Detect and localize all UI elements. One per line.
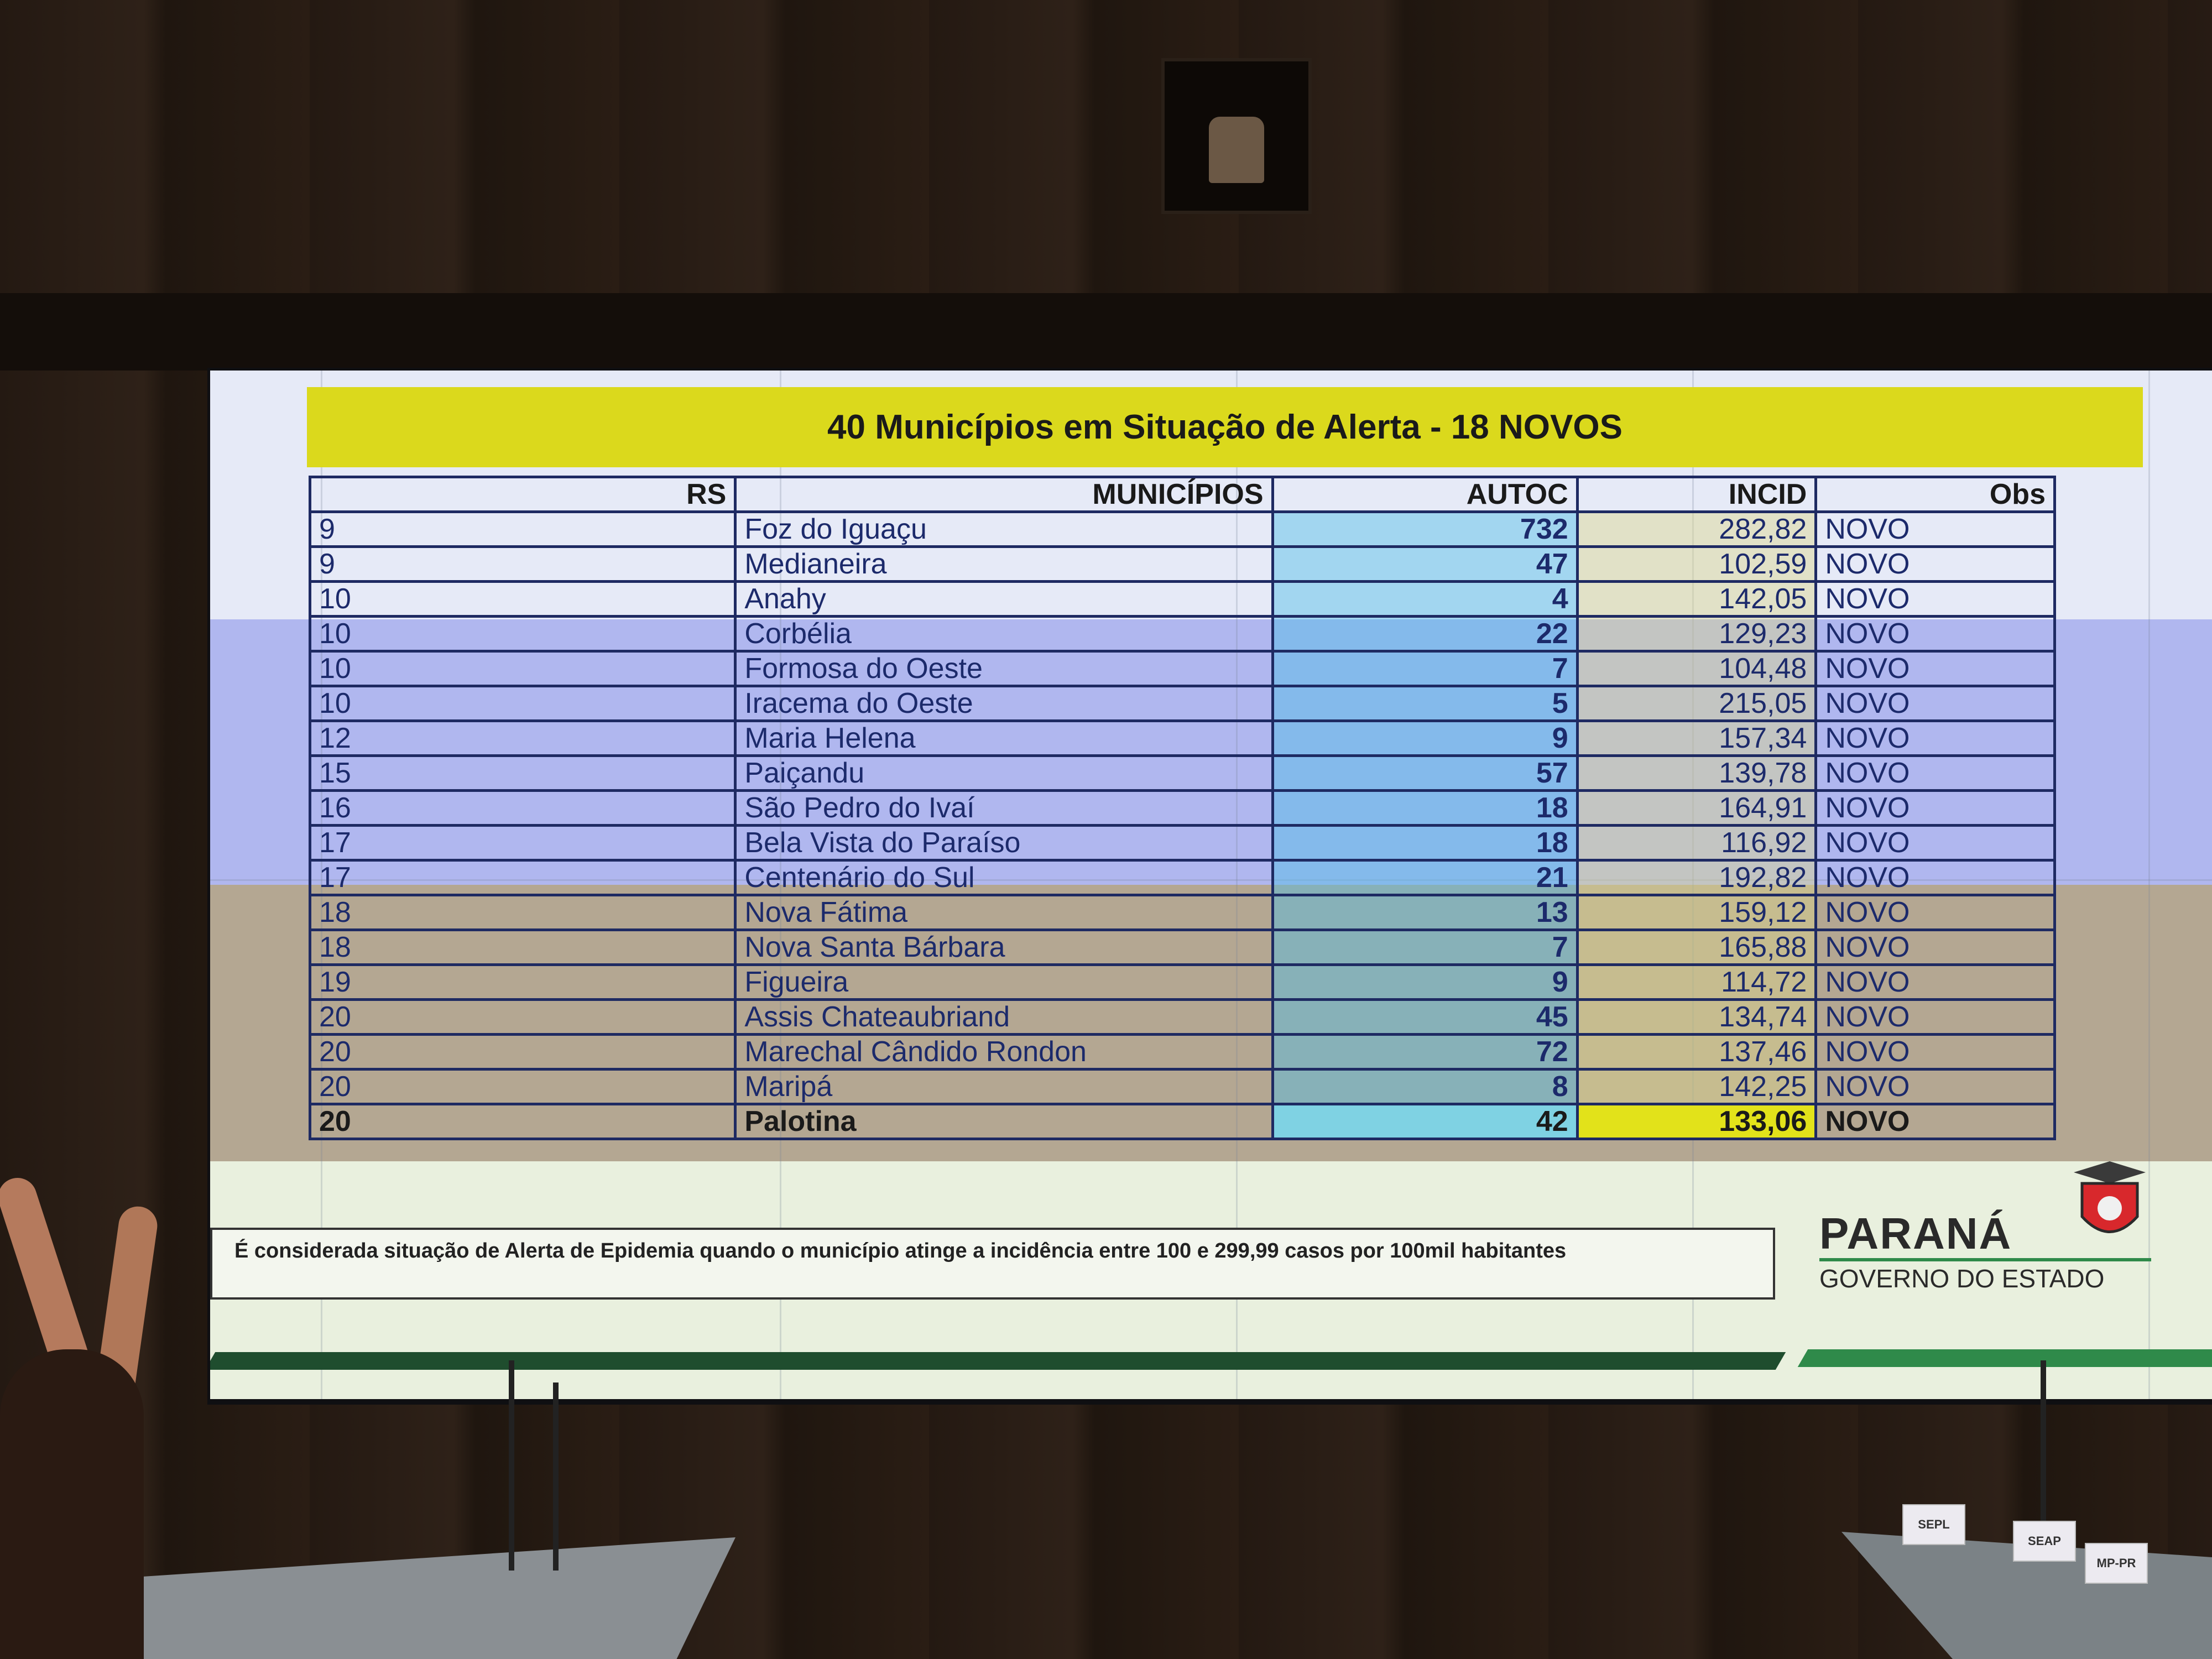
table-row [310, 686, 2055, 721]
cell-incid: 282,82 [1577, 512, 1816, 547]
cell-municipio: São Pedro do Ivaí [735, 791, 1272, 826]
table-row [310, 756, 2055, 791]
table-row [310, 965, 2055, 1000]
cell-obs: NOVO [1816, 1035, 2055, 1070]
projection-screen [210, 371, 2212, 1399]
slide-title: 40 Municípios em Situação de Alerta - 18 NOVOS [307, 387, 2143, 467]
table-row [310, 826, 2055, 860]
nameplate: SEPL [1902, 1504, 1965, 1545]
cell-autoc: 42 [1272, 1104, 1577, 1139]
cell-rs: 16 [310, 791, 735, 826]
table-row [310, 1000, 2055, 1035]
parana-logo [1819, 1156, 2162, 1294]
cell-rs: 20 [310, 1000, 735, 1035]
table-row [310, 547, 2055, 582]
cell-rs: 17 [310, 826, 735, 860]
cell-incid: 129,23 [1577, 617, 1816, 651]
cell-obs: NOVO [1816, 965, 2055, 1000]
cell-rs: 12 [310, 721, 735, 756]
wall-shadow [0, 293, 2212, 371]
cell-incid: 102,59 [1577, 547, 1816, 582]
cell-incid: 137,46 [1577, 1035, 1816, 1070]
cell-autoc: 4 [1272, 582, 1577, 617]
cell-autoc: 732 [1272, 512, 1577, 547]
header-incid: INCID [1577, 477, 1816, 512]
table-row [310, 791, 2055, 826]
cell-obs: NOVO [1816, 1104, 2055, 1139]
cell-obs: NOVO [1816, 1000, 2055, 1035]
cell-rs: 18 [310, 895, 735, 930]
table-row [310, 1104, 2055, 1139]
cell-incid: 157,34 [1577, 721, 1816, 756]
cell-autoc: 21 [1272, 860, 1577, 895]
cell-incid: 165,88 [1577, 930, 1816, 965]
cell-rs: 10 [310, 582, 735, 617]
table-header-row [310, 477, 2055, 512]
table-row [310, 582, 2055, 617]
cell-incid: 164,91 [1577, 791, 1816, 826]
cell-obs: NOVO [1816, 547, 2055, 582]
table-row [310, 895, 2055, 930]
footer-stripe [210, 1352, 1786, 1370]
header-autoc: AUTOC [1272, 477, 1577, 512]
cell-obs: NOVO [1816, 651, 2055, 686]
cell-autoc: 22 [1272, 617, 1577, 651]
cell-municipio: Medianeira [735, 547, 1272, 582]
cell-incid: 116,92 [1577, 826, 1816, 860]
cell-autoc: 9 [1272, 721, 1577, 756]
header-rs: RS [310, 477, 735, 512]
cell-rs: 20 [310, 1104, 735, 1139]
cell-municipio: Maria Helena [735, 721, 1272, 756]
cell-obs: NOVO [1816, 791, 2055, 826]
cell-autoc: 57 [1272, 756, 1577, 791]
cell-incid: 215,05 [1577, 686, 1816, 721]
cell-rs: 18 [310, 930, 735, 965]
cell-incid: 114,72 [1577, 965, 1816, 1000]
cell-rs: 9 [310, 512, 735, 547]
cell-autoc: 7 [1272, 930, 1577, 965]
table-row [310, 930, 2055, 965]
cell-incid: 142,05 [1577, 582, 1816, 617]
cell-municipio: Nova Santa Bárbara [735, 930, 1272, 965]
cell-obs: NOVO [1816, 1070, 2055, 1104]
cell-municipio: Bela Vista do Paraíso [735, 826, 1272, 860]
cell-municipio: Maripá [735, 1070, 1272, 1104]
cell-autoc: 13 [1272, 895, 1577, 930]
logo-name: PARANÁ [1819, 1209, 2012, 1258]
cell-rs: 9 [310, 547, 735, 582]
cell-incid: 192,82 [1577, 860, 1816, 895]
nameplate: SEAP [2013, 1521, 2076, 1562]
cell-municipio: Figueira [735, 965, 1272, 1000]
seated-person [0, 1349, 144, 1659]
cell-incid: 142,25 [1577, 1070, 1816, 1104]
cell-municipio: Palotina [735, 1104, 1272, 1139]
cell-obs: NOVO [1816, 756, 2055, 791]
cell-municipio: Anahy [735, 582, 1272, 617]
logo-subtitle: GOVERNO DO ESTADO [1819, 1264, 2105, 1293]
cell-obs: NOVO [1816, 826, 2055, 860]
cell-obs: NOVO [1816, 582, 2055, 617]
cell-rs: 10 [310, 617, 735, 651]
cell-municipio: Corbélia [735, 617, 1272, 651]
cell-municipio: Formosa do Oeste [735, 651, 1272, 686]
cell-municipio: Assis Chateaubriand [735, 1000, 1272, 1035]
cell-incid: 159,12 [1577, 895, 1816, 930]
cell-obs: NOVO [1816, 860, 2055, 895]
speaker-grille [1209, 117, 1264, 183]
ceiling-speaker [1161, 58, 1312, 214]
cell-obs: NOVO [1816, 930, 2055, 965]
cell-municipio: Marechal Cândido Rondon [735, 1035, 1272, 1070]
cell-municipio: Centenário do Sul [735, 860, 1272, 895]
alert-table [309, 476, 2056, 1140]
cell-rs: 20 [310, 1035, 735, 1070]
cell-rs: 15 [310, 756, 735, 791]
microphone-icon [2041, 1360, 2046, 1543]
table-body [310, 512, 2055, 1139]
cell-rs: 20 [310, 1070, 735, 1104]
cell-municipio: Iracema do Oeste [735, 686, 1272, 721]
table-row [310, 617, 2055, 651]
cell-rs: 17 [310, 860, 735, 895]
cell-obs: NOVO [1816, 721, 2055, 756]
microphone-icon [509, 1360, 514, 1571]
table-row [310, 860, 2055, 895]
header-obs: Obs [1816, 477, 2055, 512]
cell-rs: 10 [310, 686, 735, 721]
microphone-icon [553, 1383, 559, 1571]
cell-obs: NOVO [1816, 512, 2055, 547]
cell-municipio: Nova Fátima [735, 895, 1272, 930]
header-municipios: MUNICÍPIOS [735, 477, 1272, 512]
cell-autoc: 7 [1272, 651, 1577, 686]
table-row [310, 1035, 2055, 1070]
table-row [310, 651, 2055, 686]
cell-rs: 19 [310, 965, 735, 1000]
cell-autoc: 18 [1272, 826, 1577, 860]
cell-autoc: 9 [1272, 965, 1577, 1000]
cell-incid: 134,74 [1577, 1000, 1816, 1035]
cell-municipio: Foz do Iguaçu [735, 512, 1272, 547]
cell-rs: 10 [310, 651, 735, 686]
cell-incid: 139,78 [1577, 756, 1816, 791]
epidemic-definition-note: É considerada situação de Alerta de Epidemia quando o município atinge a incidência entre 100 e 299,99 casos por 100mil habitantes [210, 1228, 1775, 1300]
footer-stripe-accent [1798, 1349, 2212, 1367]
cell-autoc: 72 [1272, 1035, 1577, 1070]
table-row [310, 512, 2055, 547]
cell-obs: NOVO [1816, 617, 2055, 651]
cell-autoc: 5 [1272, 686, 1577, 721]
table-row [310, 1070, 2055, 1104]
coat-of-arms-icon [2063, 1156, 2157, 1250]
cell-autoc: 45 [1272, 1000, 1577, 1035]
cell-autoc: 18 [1272, 791, 1577, 826]
cell-obs: NOVO [1816, 686, 2055, 721]
cell-obs: NOVO [1816, 895, 2055, 930]
cell-autoc: 47 [1272, 547, 1577, 582]
logo-underline [1819, 1258, 2151, 1261]
cell-incid: 133,06 [1577, 1104, 1816, 1139]
table-row [310, 721, 2055, 756]
cell-incid: 104,48 [1577, 651, 1816, 686]
cell-autoc: 8 [1272, 1070, 1577, 1104]
nameplate: MP-PR [2085, 1543, 2148, 1584]
cell-municipio: Paiçandu [735, 756, 1272, 791]
